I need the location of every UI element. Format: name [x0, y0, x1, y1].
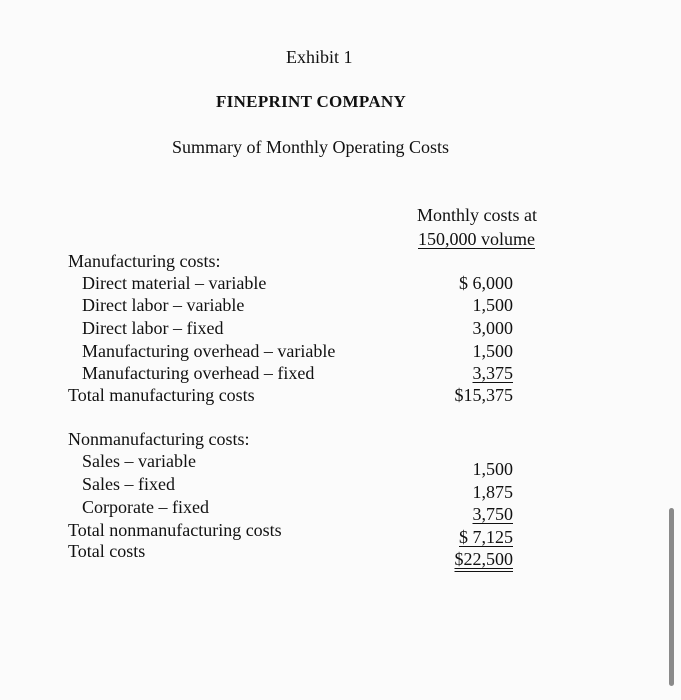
line-item-label: Corporate – fixed: [82, 497, 209, 517]
column-header-line1: Monthly costs at: [417, 205, 537, 225]
line-item-value: 1,875: [472, 482, 513, 502]
line-item-label: Direct material – variable: [82, 273, 267, 293]
report-subtitle: Summary of Monthly Operating Costs: [172, 137, 449, 157]
line-item-value: 3,375: [472, 363, 513, 383]
line-item-label: Sales – fixed: [82, 474, 175, 494]
grand-total-label: Total costs: [68, 541, 146, 561]
nonmanufacturing-total-value: $ 7,125: [459, 527, 513, 547]
line-item-value: 1,500: [472, 459, 513, 479]
line-item-label: Manufacturing overhead – fixed: [82, 363, 315, 383]
manufacturing-heading: Manufacturing costs:: [68, 251, 221, 271]
manufacturing-total-label: Total manufacturing costs: [68, 385, 255, 405]
line-item-value: 1,500: [472, 295, 513, 315]
exhibit-label: Exhibit 1: [286, 47, 353, 67]
line-item-label: Sales – variable: [82, 451, 196, 471]
line-item-value: 1,500: [472, 341, 513, 361]
grand-total-value: $22,500: [454, 549, 513, 569]
manufacturing-total-value: $15,375: [454, 385, 513, 405]
company-name: FINEPRINT COMPANY: [216, 92, 407, 111]
line-item-label: Manufacturing overhead – variable: [82, 341, 336, 361]
column-header-line2: 150,000 volume: [418, 229, 535, 249]
line-item-label: Direct labor – fixed: [82, 318, 224, 338]
line-item-label: Direct labor – variable: [82, 295, 245, 315]
nonmanufacturing-heading: Nonmanufacturing costs:: [68, 429, 250, 449]
nonmanufacturing-total-label: Total nonmanufacturing costs: [68, 520, 282, 540]
line-item-value: $ 6,000: [459, 273, 513, 293]
vertical-scrollbar[interactable]: [669, 508, 674, 686]
line-item-value: 3,750: [472, 504, 513, 524]
line-item-value: 3,000: [472, 318, 513, 338]
